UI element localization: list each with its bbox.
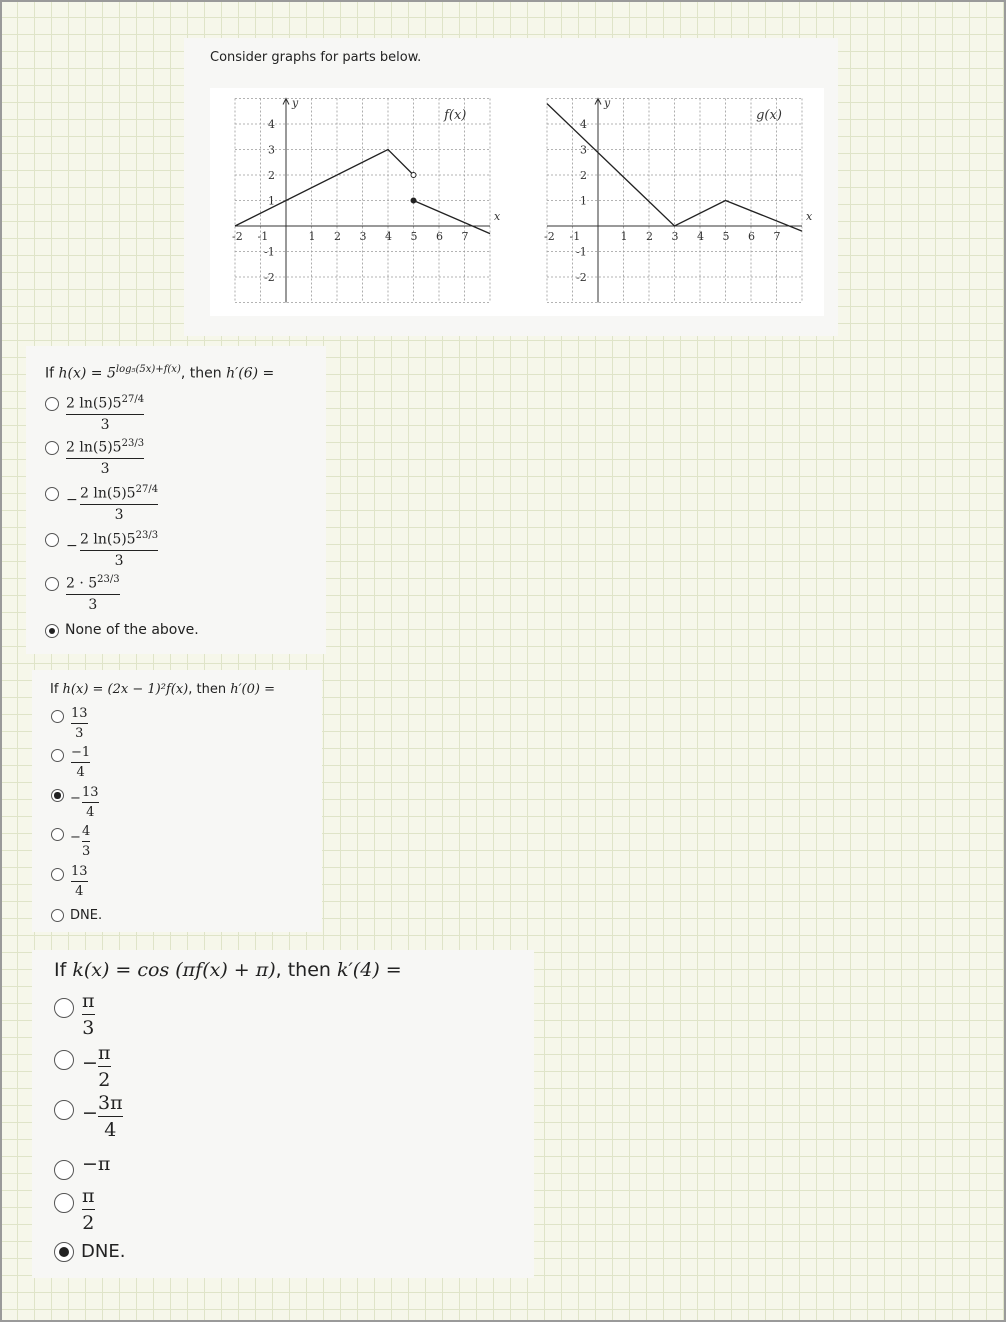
q1-lhs: h(x) = 5 xyxy=(58,365,116,382)
q3-prefix: If xyxy=(54,959,73,981)
q3-option-value xyxy=(82,1185,95,1234)
x-tick-label: 6 xyxy=(748,230,755,243)
open-point xyxy=(411,173,416,178)
fraction-bar xyxy=(71,762,90,763)
x-tick-label: 7 xyxy=(773,230,781,243)
q3-mid: , then xyxy=(275,959,337,981)
x-tick-label: -1 xyxy=(257,230,269,243)
y-tick-label: -2 xyxy=(264,271,275,284)
fraction-bar xyxy=(66,458,144,459)
x-tick-label: 4 xyxy=(385,230,392,243)
q3-dne-label[interactable]: DNE. xyxy=(81,1241,126,1262)
q1-rhs: h′(6) = xyxy=(226,365,275,382)
fraction-denominator: 4 xyxy=(75,884,84,899)
fraction-bar xyxy=(98,1066,111,1067)
x-tick-label: 5 xyxy=(410,230,418,243)
q2-rhs: h′(0) = xyxy=(230,682,275,697)
q3-option-value xyxy=(82,990,95,1039)
function-label: f(x) xyxy=(444,107,467,123)
q1-option-radio[interactable] xyxy=(45,397,59,411)
q1-option-minus: − xyxy=(66,538,78,554)
question-3-prompt xyxy=(54,959,402,981)
q1-none-label[interactable]: None of the above. xyxy=(65,622,199,638)
q2-option-radio[interactable] xyxy=(51,828,64,841)
fraction-bar xyxy=(82,841,90,842)
fraction-denominator: 4 xyxy=(76,765,85,780)
q1-option-value xyxy=(66,438,144,477)
q2-option-radio[interactable] xyxy=(51,749,64,762)
fraction-numerator: 2 $\ln(5)5^{23/3}$ xyxy=(66,438,145,456)
fraction-numerator: 4 xyxy=(82,824,91,839)
y-tick-label: -1 xyxy=(576,245,587,259)
fraction-denominator: 3 xyxy=(88,596,98,613)
y-tick-label: 4 xyxy=(268,118,275,131)
q3-option-value xyxy=(98,1092,123,1141)
q1-option-value xyxy=(66,394,144,433)
q1-option-radio[interactable] xyxy=(45,487,59,501)
fraction-numerator: π xyxy=(98,1042,111,1064)
fraction-numerator: 3π xyxy=(98,1092,123,1114)
fraction-denominator: 3 xyxy=(82,1017,95,1039)
fraction-denominator: 3 xyxy=(100,460,110,477)
x-tick-label: 5 xyxy=(722,230,730,243)
q2-option-value xyxy=(71,706,88,741)
y-tick-label: 2 xyxy=(580,169,587,182)
intro-text: Consider graphs for parts below. xyxy=(210,50,422,65)
fraction-denominator: 4 xyxy=(86,805,95,820)
x-tick-label: 1 xyxy=(308,230,316,243)
fraction-numerator: 13 xyxy=(82,785,99,800)
y-tick-label: -1 xyxy=(264,245,275,259)
fraction-exponent: 23/3 xyxy=(121,438,145,449)
fraction-denominator: 3 xyxy=(114,552,124,569)
graph-g-ticks xyxy=(544,97,813,285)
q2-option-radio[interactable] xyxy=(51,789,64,802)
fraction-denominator: 3 xyxy=(114,506,124,523)
fraction-numerator: 13 xyxy=(71,706,88,721)
q3-option-radio[interactable] xyxy=(54,1193,74,1213)
q1-prefix: If xyxy=(45,365,59,382)
fraction-exponent: 27/4 xyxy=(121,394,145,405)
fraction-denominator: 4 xyxy=(104,1119,117,1141)
y-axis-label: y xyxy=(604,96,611,110)
x-tick-label: -2 xyxy=(232,230,243,243)
y-tick-label: 4 xyxy=(580,118,587,131)
q3-option-minus: − xyxy=(82,1052,98,1074)
y-tick-label: 1 xyxy=(268,194,275,208)
q1-option-radio[interactable] xyxy=(45,533,59,547)
x-tick-label: 4 xyxy=(697,230,704,243)
graph-f-ticks xyxy=(232,97,501,285)
x-tick-label: 3 xyxy=(671,230,679,243)
x-tick-label: 2 xyxy=(646,230,653,243)
q1-option-radio[interactable] xyxy=(45,441,59,455)
y-axis-label: y xyxy=(292,96,299,110)
q1-exponent: log₅(5x)+f(x) xyxy=(115,364,181,375)
q3-dne-radio[interactable] xyxy=(54,1242,74,1262)
fraction-numerator: π xyxy=(82,990,95,1012)
fraction-bar xyxy=(98,1116,123,1117)
q1-option-minus: − xyxy=(66,492,78,508)
q2-lhs: h(x) = (2x − 1)²f(x) xyxy=(62,682,189,697)
q1-mid: , then xyxy=(180,365,227,382)
x-tick-label: 7 xyxy=(461,230,469,243)
q3-option-value xyxy=(98,1042,111,1091)
q2-prefix: If xyxy=(50,682,63,697)
fraction-denominator: 3 xyxy=(100,416,110,433)
fraction-bar xyxy=(82,1014,95,1015)
x-axis-label: x xyxy=(806,210,813,223)
q2-option-value xyxy=(82,785,99,820)
fraction-exponent: 23/3 xyxy=(97,574,120,585)
q1-option-value xyxy=(80,530,158,569)
q2-option-minus: − xyxy=(70,791,81,806)
fraction-bar xyxy=(80,504,158,505)
q2-option-value xyxy=(82,824,90,859)
fraction-bar xyxy=(66,414,144,415)
q3-option-radio[interactable] xyxy=(54,998,74,1018)
x-tick-label: 2 xyxy=(334,230,341,243)
q1-option-value xyxy=(66,574,120,613)
fraction-denominator: 3 xyxy=(82,844,91,859)
q3-option-radio[interactable] xyxy=(54,1160,74,1180)
fraction-denominator: 2 xyxy=(82,1212,95,1234)
x-tick-label: 6 xyxy=(436,230,443,243)
y-tick-label: 3 xyxy=(580,143,587,157)
q2-mid: , then xyxy=(188,682,231,697)
q2-option-radio[interactable] xyxy=(51,710,64,723)
fraction-bar xyxy=(66,594,120,595)
fraction-exponent: 23/3 xyxy=(135,530,159,541)
fraction-bar xyxy=(82,802,99,803)
q2-dne-label[interactable]: DNE. xyxy=(70,908,103,923)
question-1-prompt xyxy=(45,364,274,382)
q3-option-radio[interactable] xyxy=(54,1100,74,1120)
fraction-bar xyxy=(71,881,88,882)
fraction-numerator: 2 $\ln(5)5^{23/3}$ xyxy=(80,530,159,548)
q2-option-minus: − xyxy=(70,830,81,845)
function-label: g(x) xyxy=(756,107,782,123)
y-tick-label: 1 xyxy=(580,194,587,208)
closed-point xyxy=(411,198,416,203)
fraction-numerator: 2 $\ln(5)5^{27/4}$ xyxy=(66,394,145,412)
q2-option-value xyxy=(71,745,90,780)
q3-option-minus: − xyxy=(82,1102,98,1124)
y-tick-label: -2 xyxy=(576,271,587,284)
fraction-bar xyxy=(82,1209,95,1210)
fraction-numerator: −1 xyxy=(71,745,91,760)
fraction-bar xyxy=(71,723,88,724)
y-tick-label: 2 xyxy=(268,169,275,182)
q3-lhs: k(x) = cos (πf(x) + π) xyxy=(72,959,276,981)
fraction-exponent: 27/4 xyxy=(135,484,159,495)
fraction-denominator: 3 xyxy=(75,726,84,741)
x-tick-label: 1 xyxy=(620,230,628,243)
q2-dne-radio[interactable] xyxy=(51,909,64,922)
fraction-numerator: $2 \cdot 5^{23/3}$ xyxy=(66,574,120,592)
curve-segment xyxy=(414,201,491,234)
question-2-prompt xyxy=(50,682,275,697)
graph-g xyxy=(542,94,813,308)
q3-rhs: k′(4) = xyxy=(336,959,402,981)
fraction-numerator: π xyxy=(82,1185,95,1207)
graph-f xyxy=(230,94,501,308)
q1-option-radio[interactable] xyxy=(45,577,59,591)
curve-segment xyxy=(235,150,414,227)
fraction-denominator: 2 xyxy=(98,1069,111,1091)
fraction-numerator: 2 $\ln(5)5^{27/4}$ xyxy=(80,484,159,502)
x-tick-label: -1 xyxy=(569,230,581,243)
q1-option-value xyxy=(80,484,158,523)
q2-option-value xyxy=(71,864,88,899)
q1-none-radio[interactable] xyxy=(45,624,59,638)
x-tick-label: -2 xyxy=(544,230,555,243)
fraction-numerator: 13 xyxy=(71,864,88,879)
x-tick-label: 3 xyxy=(359,230,367,243)
q3-option-value: −π xyxy=(82,1153,111,1175)
x-axis-label: x xyxy=(494,210,501,223)
q2-option-radio[interactable] xyxy=(51,868,64,881)
q3-option-radio[interactable] xyxy=(54,1050,74,1070)
fraction-bar xyxy=(80,550,158,551)
y-tick-label: 3 xyxy=(268,143,275,157)
